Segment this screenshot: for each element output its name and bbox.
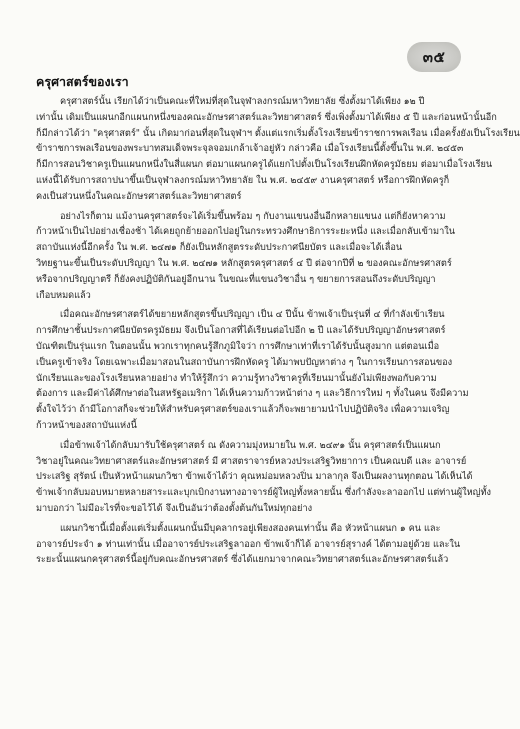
page-number-badge — [407, 42, 461, 72]
text-line: การศึกษาชั้นประกาศนียบัตรครูมัธยม จึงเป็นโอกาสที่ได้เรียนต่อไปอีก ๒ ปี และได้รับปริญญาอักษรศาสตร์ — [36, 325, 446, 337]
text-line: อาจารย์ประจำ ๑ ท่านเท่านั้น เมื่ออาจารย์ประเสริฐลาออก ข้าพเจ้าก็ได้ อาจารย์สุรางค์ ได้ตามอยู่ด้วย และใน — [36, 538, 461, 550]
text-line: ก็มีกล่าวได้ว่า "ครุศาสตร์" นั้น เกิดมาก่อนที่สุดในจุฬาฯ ตั้งแต่แรกเริ่มตั้งโรงเรียนข้าราชการพลเรือน เมื่อครั้งยังเป็นโรงเรียน — [36, 127, 520, 139]
text-line: ข้าพเจ้ากลับมอบหมายหลายสาระและบุกเบิกงานทางอาจารย์ผู้ใหญ่ทั้งหลายนั้น ซึ่งกำลังจะลาออกไป แต่ท่านผู้ใหญ่ทั้ง — [36, 487, 492, 499]
text-line: หรือจากปริญญาตรี ก็ยังคงปฏิบัติกันอยู่อีกนาน ในขณะที่แขนงวิชาอื่น ๆ ขยายการสอนถึงระดับปริญญา — [36, 273, 436, 285]
paragraph — [36, 521, 463, 568]
section-title: ครุศาสตร์ของเรา — [36, 74, 129, 89]
text-line: วิทยฐานะขึ้นเป็นระดับปริญญา ใน พ.ศ. ๒๔๗๑ หลักสูตรครุศาสตร์ ๔ ปี ต่อจากปีที่ ๒ ของคณะอักษรศาสตร์ — [36, 257, 452, 269]
paragraph — [36, 307, 469, 433]
text-line: ก้าวหน้าเป็นไปอย่างเชื่องช้า ได้เคยถูกย้ายออกไปอยู่ในกระทรวงศึกษาธิการระยะหนึ่ง และเมื่อกลับเข้ามาใน — [36, 226, 456, 238]
text-line: แห่งนี้ได้รับการสถาปนาขึ้นเป็นจุฬาลงกรณ์มหาวิทยาลัย ใน พ.ศ. ๒๔๕๙ งานครุศาสตร์ หรือการฝึกหัดครูก็ — [36, 174, 450, 186]
page-number: ๓๕ — [422, 48, 446, 66]
text-line: เท่านั้น เดิมเป็นแผนกอีกแผนกหนึ่งของคณะอักษรศาสตร์และวิทยาศาสตร์ ซึ่งเพิ่งตั้งมาได้เพียง ๕ ปี และก่อนหน้านั้นอีก — [36, 111, 497, 123]
text-line: ก้าวหน้าของสถาบันแห่งนี้ — [36, 419, 137, 431]
text-line: ประเสริฐ สุรัตน์ เป็นหัวหน้าแผนกวิชา ข้าพเจ้าได้ว่า คุณหม่อมหลวงปิ่น มาลากุล จึงเป็นผลงานทุกตอน ได้เห็นได้ — [36, 471, 473, 483]
paragraph — [36, 209, 463, 304]
text-line: สถาบันแห่งนี้อีกครั้ง ใน พ.ศ. ๒๔๗๑ ก็ยังเป็นหลักสูตรระดับประกาศนียบัตร และเมื่อจะได้เลื่อน — [36, 242, 403, 254]
text-line: ครุศาสตร์นั้น เรียกได้ว่าเป็นคณะที่ใหม่ที่สุดในจุฬาลงกรณ์มหาวิทยาลัย ซึ่งตั้งมาได้เพียง ๑๒ ปี — [60, 96, 425, 107]
text-line: ระยะนั้นแผนกครุศาสตร์นี้อยู่กับคณะอักษรศาสตร์ ซึ่งได้แยกมาจากคณะวิทยาศาสตร์และอักษรศาสตร์แล้ว — [36, 554, 449, 566]
text-line: เมื่อข้าพเจ้าได้กลับมารับใช้ครุศาสตร์ ณ ดังความมุ่งหมายใน พ.ศ. ๒๔๙๑ นั้น ครุศาสตร์เป็นแผนก — [60, 439, 441, 451]
text-line: อย่างไรก็ตาม แม้งานครุศาสตร์จะได้เริ่มขึ้นพร้อม ๆ กับงานแขนงอื่นอีกหลายแขนง แต่ก็ยังหาความ — [60, 210, 446, 222]
text-line: แผนกวิชานี้เมื่อตั้งแต่เริ่มตั้งแผนกนั้นมีบุคลากรอยู่เพียงสองคนเท่านั้น คือ หัวหน้าแผนก ๑ คน และ — [60, 522, 441, 534]
text-line: ก็มีการสอนวิชาครูเป็นแผนกหนึ่งในสี่แผนก ต่อมาแผนกครูได้แยกไปตั้งเป็นโรงเรียนฝึกหัดครูมัธยม ต่อมาเมื่อโรงเรียน — [36, 159, 493, 171]
text-line: ต้องการ และมีค่าได้ศึกษาต่อในสหรัฐอเมริกา ได้เห็นความก้าวหน้าต่าง ๆ และวิธีการใหม่ ๆ ทั้งในคน จึงมีความ — [36, 388, 469, 400]
body-text — [36, 94, 520, 572]
paragraph — [36, 94, 520, 205]
text-line: มาบอกว่า ไม่มีอะไรที่จะขอไว้ได้ จึงเป็นอันว่าต้องตั้งต้นกันใหม่ทุกอย่าง — [36, 502, 313, 514]
text-line: เป็นครูเข้าจริง โดยเฉพาะเมื่อมาสอนในสถาบันการฝึกหัดครู ได้มาพบปัญหาต่าง ๆ ในการเรียนการสอนของ — [36, 356, 453, 368]
text-line: ข้าราชการพลเรือนของพระบาทสมเด็จพระจุลจอมเกล้าเจ้าอยู่หัว กล่าวคือ เมื่อโรงเรียนนี้ตั้งขึ้นใน พ.ศ. ๒๔๕๓ — [36, 143, 464, 155]
text-line: คงเป็นส่วนหนึ่งในคณะอักษรศาสตร์และวิทยาศาสตร์ — [36, 190, 242, 202]
text-line: เมื่อคณะอักษรศาสตร์ได้ขยายหลักสูตรขึ้นปริญญา เป็น ๔ ปีนั้น ข้าพเจ้าเป็นรุ่นที่ ๔ ที่กำลังเข้าเรียน — [60, 309, 445, 321]
paragraph — [36, 438, 492, 517]
text-line: เกือบหมดแล้ว — [36, 289, 91, 301]
text-line: วิชาอยู่ในคณะวิทยาศาสตร์และอักษรศาสตร์ มี ศาสตราจารย์หลวงประเสริฐวิทยาการ เป็นคณบดี และ อาจารย์ — [36, 455, 467, 467]
text-line: นักเรียนและของโรงเรียนหลายอย่าง ทำให้รู้สึกว่า ความรู้ทางวิชาครูที่เรียนมานั้นยังไม่เพียงพอกับความ — [36, 372, 437, 384]
text-line: ตั้งใจไว้ว่า ถ้ามีโอกาสก็จะช่วยให้สำหรับครุศาสตร์ของเราแล้วก็จะพยายามนำไปปฏิบัติจริง เพื่อความเจริญ — [36, 404, 450, 416]
text-line: บัณฑิตเป็นรุ่นแรก ในตอนนั้น พวกเราทุกคนรู้สึกภูมิใจว่า การศึกษาเท่าที่เราได้รับนั้นสูงมาก แต่ตอนเมื่อ — [36, 340, 440, 352]
